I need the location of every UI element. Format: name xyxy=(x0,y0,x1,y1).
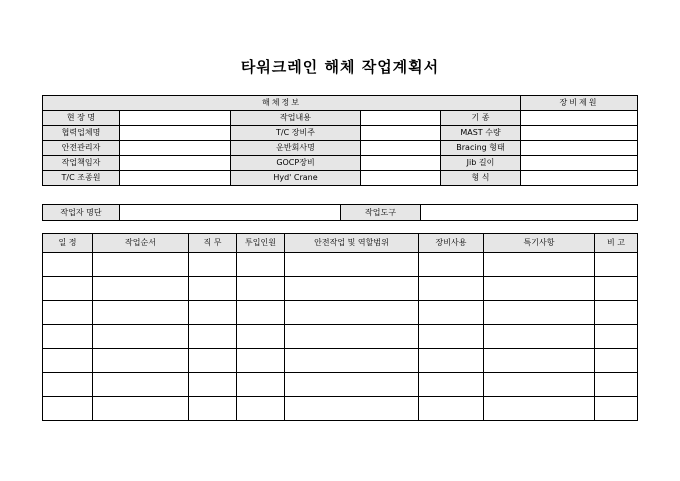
schedule-cell[interactable] xyxy=(595,301,638,325)
value-worker-list[interactable] xyxy=(120,205,341,221)
schedule-cell[interactable] xyxy=(419,253,484,277)
value-hyd-crane[interactable] xyxy=(361,171,441,186)
label-work-supervisor: 작업책임자 xyxy=(43,156,120,171)
schedule-cell[interactable] xyxy=(93,349,189,373)
label-partner-company: 협력업체명 xyxy=(43,126,120,141)
label-worker-list: 작업자 명단 xyxy=(43,205,120,221)
value-tc-operator[interactable] xyxy=(120,171,231,186)
value-jib-length[interactable] xyxy=(521,156,638,171)
schedule-cell[interactable] xyxy=(419,397,484,421)
header-schedule: 일 정 xyxy=(43,234,93,253)
value-partner-company[interactable] xyxy=(120,126,231,141)
schedule-header-row xyxy=(43,234,638,253)
schedule-cell[interactable] xyxy=(43,253,93,277)
schedule-cell[interactable] xyxy=(285,277,419,301)
header-personnel: 투입인원 xyxy=(237,234,285,253)
value-bracing-type[interactable] xyxy=(521,141,638,156)
schedule-cell[interactable] xyxy=(285,373,419,397)
schedule-cell[interactable] xyxy=(237,325,285,349)
schedule-row xyxy=(43,349,638,373)
label-safety-manager: 안전관리자 xyxy=(43,141,120,156)
schedule-cell[interactable] xyxy=(595,253,638,277)
schedule-cell[interactable] xyxy=(419,325,484,349)
schedule-cell[interactable] xyxy=(595,277,638,301)
label-bracing-type: Bracing 형태 xyxy=(441,141,521,156)
schedule-cell[interactable] xyxy=(237,349,285,373)
schedule-cell[interactable] xyxy=(419,373,484,397)
label-hyd-crane: Hyd' Crane xyxy=(231,171,361,186)
schedule-cell[interactable] xyxy=(237,301,285,325)
schedule-row xyxy=(43,301,638,325)
value-work-content[interactable] xyxy=(361,111,441,126)
schedule-cell[interactable] xyxy=(93,277,189,301)
value-transport-company[interactable] xyxy=(361,141,441,156)
info-row xyxy=(43,171,638,186)
label-work-tools: 작업도구 xyxy=(341,205,421,221)
schedule-cell[interactable] xyxy=(595,325,638,349)
schedule-cell[interactable] xyxy=(595,349,638,373)
value-type[interactable] xyxy=(521,171,638,186)
schedule-row xyxy=(43,277,638,301)
label-tc-owner: T/C 장비주 xyxy=(231,126,361,141)
schedule-cell[interactable] xyxy=(93,397,189,421)
schedule-cell[interactable] xyxy=(419,277,484,301)
schedule-cell[interactable] xyxy=(189,397,237,421)
label-transport-company: 운반회사명 xyxy=(231,141,361,156)
schedule-cell[interactable] xyxy=(595,373,638,397)
schedule-cell[interactable] xyxy=(484,397,595,421)
schedule-cell[interactable] xyxy=(93,301,189,325)
label-model: 기 종 xyxy=(441,111,521,126)
label-type: 형 식 xyxy=(441,171,521,186)
schedule-cell[interactable] xyxy=(484,277,595,301)
schedule-cell[interactable] xyxy=(484,253,595,277)
value-work-supervisor[interactable] xyxy=(120,156,231,171)
schedule-cell[interactable] xyxy=(285,349,419,373)
schedule-cell[interactable] xyxy=(43,301,93,325)
schedule-cell[interactable] xyxy=(237,397,285,421)
schedule-cell[interactable] xyxy=(484,373,595,397)
info-row xyxy=(43,141,638,156)
value-tc-owner[interactable] xyxy=(361,126,441,141)
info-table xyxy=(42,95,638,186)
schedule-cell[interactable] xyxy=(189,349,237,373)
schedule-row xyxy=(43,397,638,421)
schedule-cell[interactable] xyxy=(189,253,237,277)
schedule-row xyxy=(43,325,638,349)
header-duty: 직 무 xyxy=(189,234,237,253)
schedule-cell[interactable] xyxy=(484,349,595,373)
label-work-content: 작업내용 xyxy=(231,111,361,126)
schedule-cell[interactable] xyxy=(285,301,419,325)
value-mast-count[interactable] xyxy=(521,126,638,141)
header-remarks: 비 고 xyxy=(595,234,638,253)
schedule-cell[interactable] xyxy=(93,253,189,277)
value-safety-manager[interactable] xyxy=(120,141,231,156)
schedule-cell[interactable] xyxy=(93,373,189,397)
schedule-cell[interactable] xyxy=(484,325,595,349)
header-special-notes: 특기사항 xyxy=(484,234,595,253)
schedule-cell[interactable] xyxy=(285,397,419,421)
workers-table xyxy=(42,204,638,221)
schedule-cell[interactable] xyxy=(43,325,93,349)
schedule-cell[interactable] xyxy=(189,325,237,349)
schedule-cell[interactable] xyxy=(237,253,285,277)
schedule-table xyxy=(42,233,638,421)
info-row xyxy=(43,111,638,126)
info-row xyxy=(43,156,638,171)
label-jib-length: Jib 길이 xyxy=(441,156,521,171)
schedule-row xyxy=(43,253,638,277)
schedule-cell[interactable] xyxy=(237,373,285,397)
value-site-name[interactable] xyxy=(120,111,231,126)
value-work-tools[interactable] xyxy=(421,205,638,221)
schedule-cell[interactable] xyxy=(484,301,595,325)
section-header-equipment-spec: 장비제원 xyxy=(521,96,638,111)
info-row xyxy=(43,126,638,141)
schedule-cell[interactable] xyxy=(93,325,189,349)
label-site-name: 현 장 명 xyxy=(43,111,120,126)
schedule-cell[interactable] xyxy=(43,397,93,421)
schedule-row xyxy=(43,373,638,397)
section-header-dismantle-info: 해체정보 xyxy=(43,96,521,111)
value-model[interactable] xyxy=(521,111,638,126)
schedule-cell[interactable] xyxy=(189,373,237,397)
header-safety-role: 안전작업 및 역할범위 xyxy=(285,234,419,253)
header-work-order: 작업순서 xyxy=(93,234,189,253)
schedule-cell[interactable] xyxy=(189,301,237,325)
schedule-cell[interactable] xyxy=(419,349,484,373)
schedule-cell[interactable] xyxy=(43,349,93,373)
schedule-cell[interactable] xyxy=(43,373,93,397)
header-equipment-use: 장비사용 xyxy=(419,234,484,253)
label-mast-count: MAST 수량 xyxy=(441,126,521,141)
label-gocp-equipment: GOCP장비 xyxy=(231,156,361,171)
document-title: 타워크레인 해체 작업계획서 xyxy=(240,58,440,76)
schedule-cell[interactable] xyxy=(189,277,237,301)
schedule-cell[interactable] xyxy=(237,277,285,301)
schedule-cell[interactable] xyxy=(595,397,638,421)
schedule-cell[interactable] xyxy=(43,277,93,301)
label-tc-operator: T/C 조종원 xyxy=(43,171,120,186)
schedule-cell[interactable] xyxy=(285,325,419,349)
schedule-cell[interactable] xyxy=(419,301,484,325)
schedule-cell[interactable] xyxy=(285,253,419,277)
value-gocp-equipment[interactable] xyxy=(361,156,441,171)
